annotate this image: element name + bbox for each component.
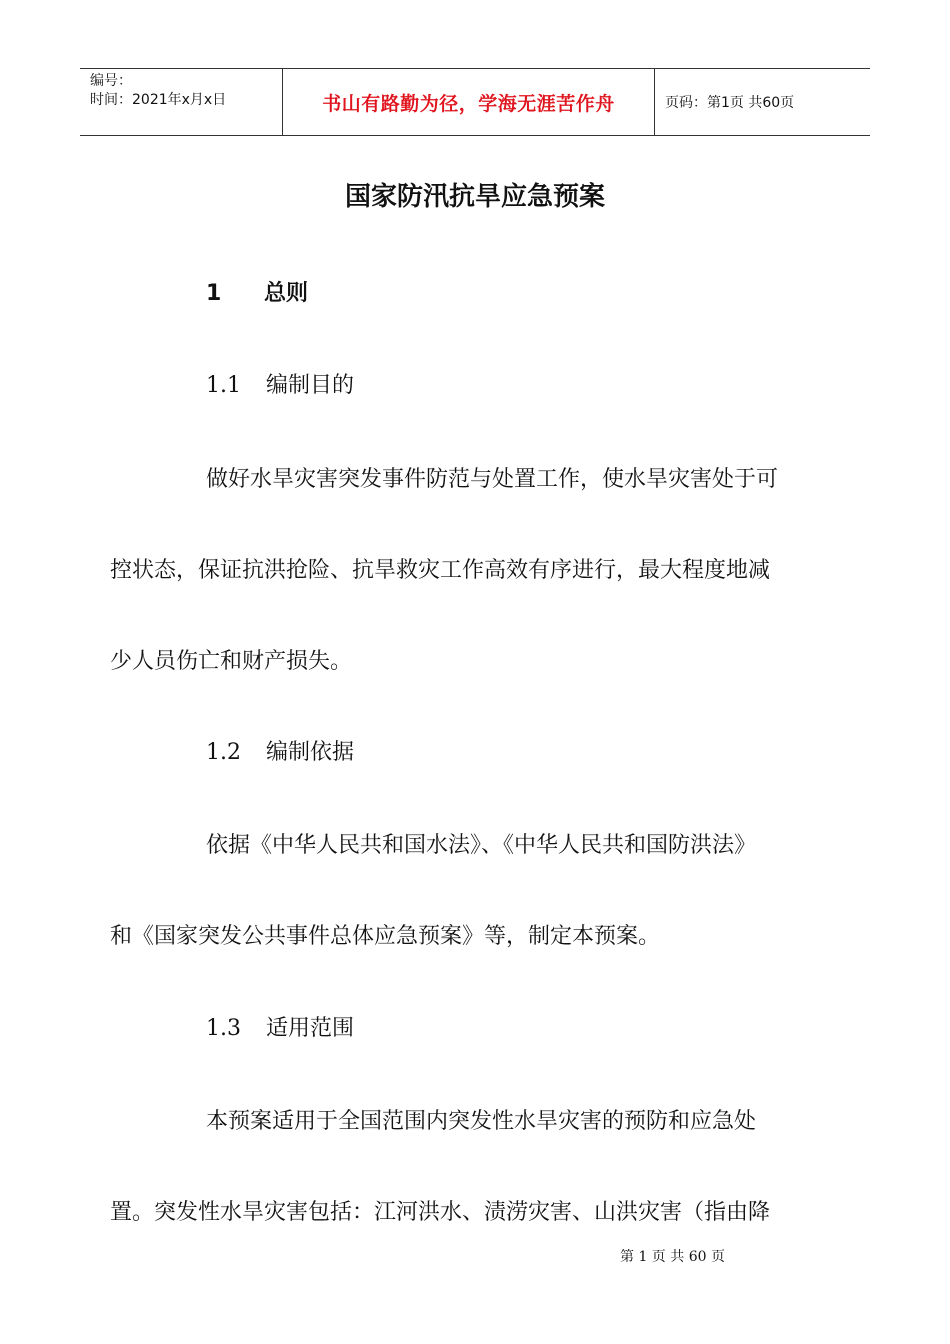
section-number: 1.2: [206, 740, 241, 765]
header-page-info: 页码：第1页 共60页: [665, 95, 795, 111]
header-motto-cell: [282, 69, 655, 135]
paragraph-line: 依据《中华人民共和国水法》、《中华人民共和国防洪法》: [206, 833, 757, 858]
section-number: 1.3: [206, 1016, 241, 1041]
section-number: 1: [206, 281, 222, 306]
page-header: [80, 68, 870, 136]
section-title: 编制依据: [266, 740, 355, 765]
header-meta: [80, 69, 282, 135]
section-1-1-heading: [206, 371, 354, 401]
paragraph-line: 做好水旱灾害突发事件防范与处置工作，使水旱灾害处于可: [206, 467, 779, 492]
paragraph-line: 和《国家突发公共事件总体应急预案》等，制定本预案。: [110, 924, 661, 949]
section-title: 编制目的: [266, 373, 355, 398]
paragraph-line: 本预案适用于全国范围内突发性水旱灾害的预防和应急处: [206, 1109, 757, 1134]
paragraph-line: 控状态，保证抗洪抢险、抗旱救灾工作高效有序进行，最大程度地减: [110, 558, 771, 583]
header-page-info-cell: [655, 69, 870, 135]
paragraph-line: 少人员伤亡和财产损失。: [110, 649, 353, 674]
section-title: 总则: [264, 281, 309, 306]
paragraph-line: 置。突发性水旱灾害包括：江河洪水、渍涝灾害、山洪灾害（指由降: [110, 1200, 771, 1225]
section-1-2-heading: [206, 738, 354, 768]
document-time-label: 时间：2021年x月x日: [90, 92, 227, 108]
header-motto: 书山有路勤为径，学海无涯苦作舟: [322, 92, 615, 115]
page-footer: 第 1 页 共 60 页: [620, 1249, 725, 1265]
section-1-3-heading: [206, 1014, 354, 1044]
document-title: 国家防汛抗旱应急预案: [344, 182, 605, 212]
section-1-heading: [206, 279, 308, 309]
section-title: 适用范围: [266, 1016, 355, 1041]
section-number: 1.1: [206, 373, 241, 398]
document-number-label: 编号：: [90, 73, 132, 89]
